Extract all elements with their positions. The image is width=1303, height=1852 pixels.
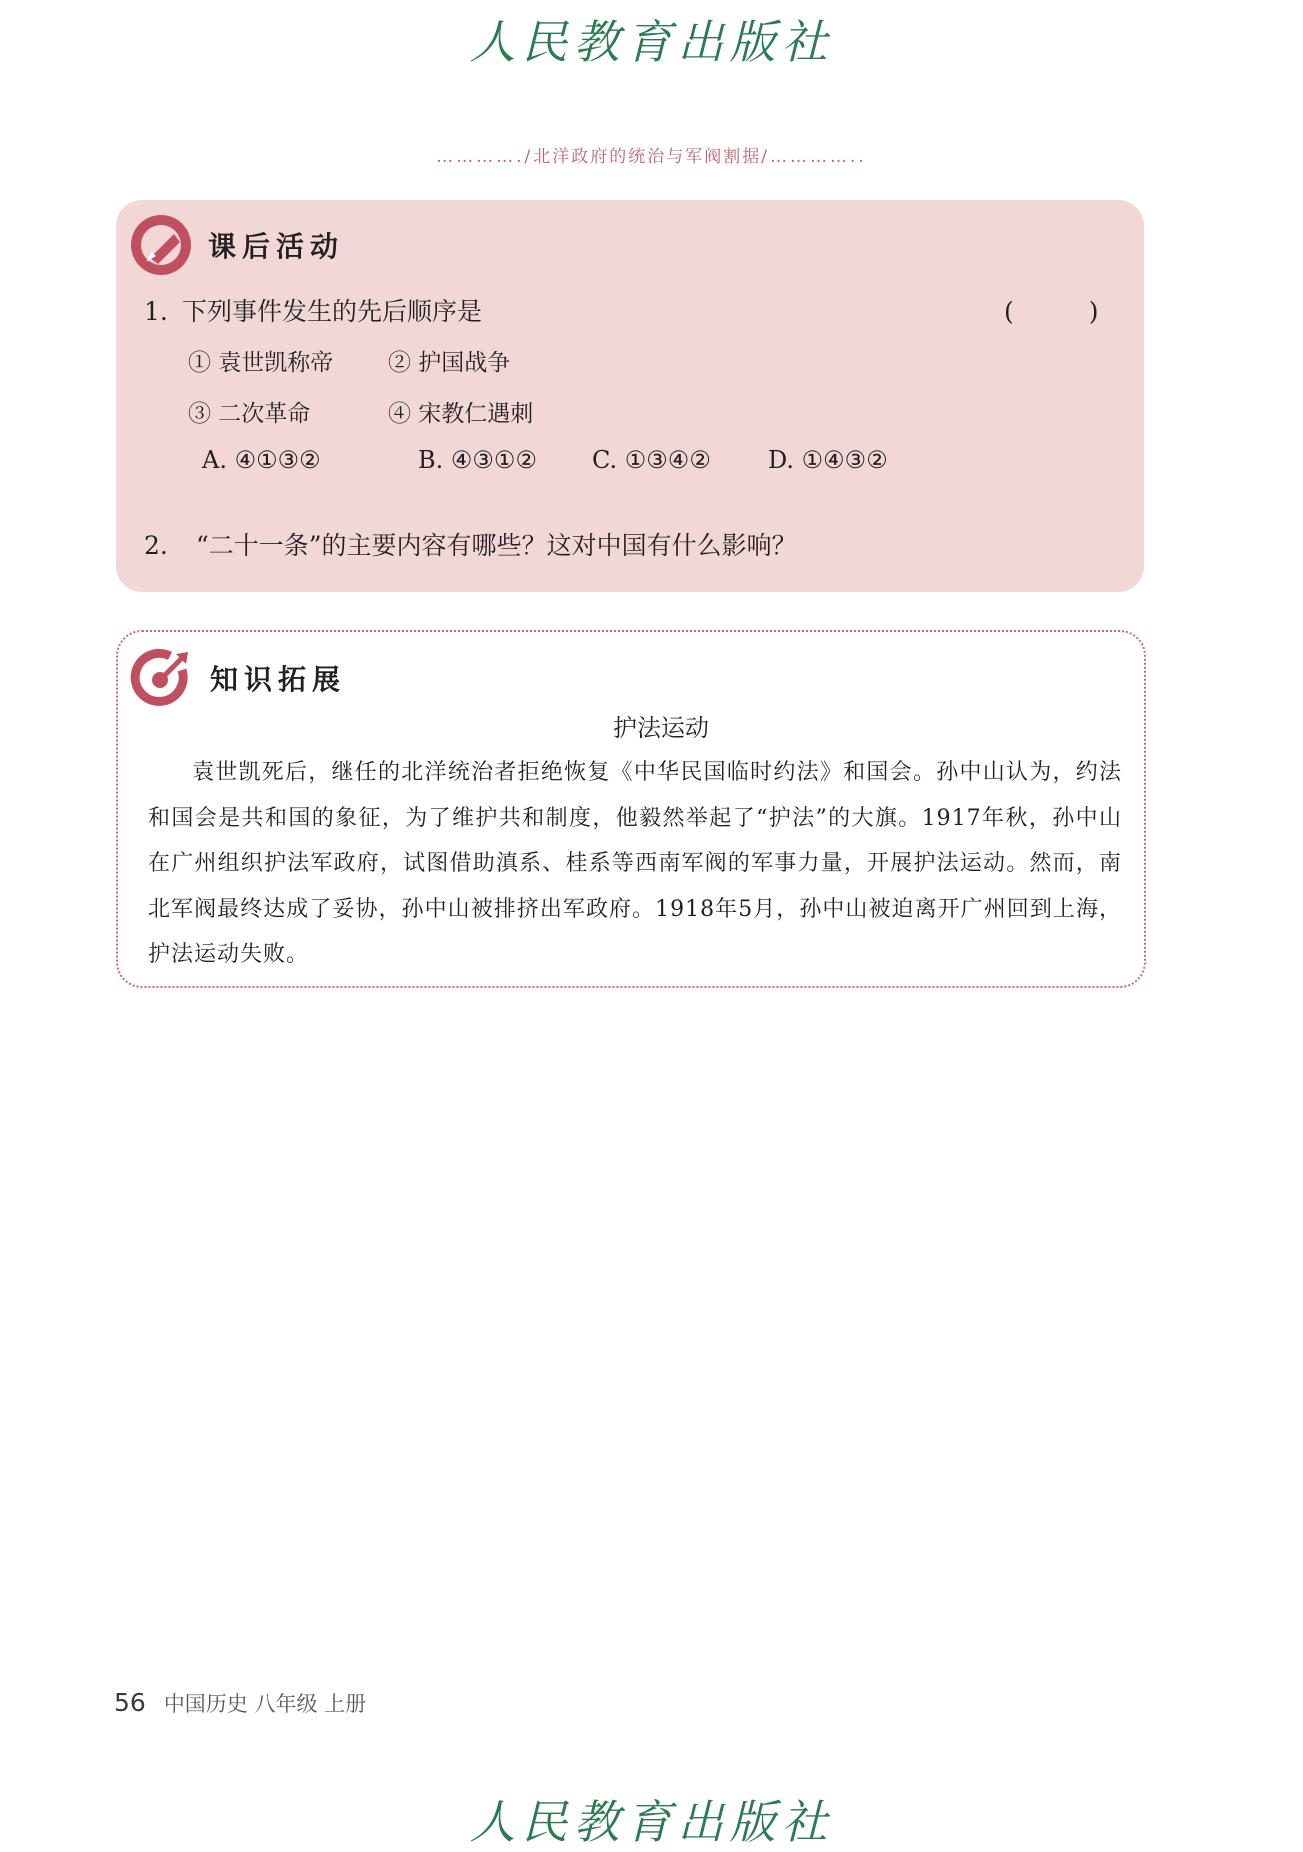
book-title: 中国历史 八年级 上册 [163,1692,367,1716]
question-2 [144,526,797,562]
activity-section-title: 课后活动 [208,230,345,263]
pen-nib-icon [128,212,194,278]
event-item: ④ 宋教仁遇刺 [388,401,534,427]
header-dots-left: …………./ [436,147,534,167]
event-row-2 [188,395,533,428]
article-title: 护法运动 [613,714,709,742]
chapter-title: 北洋政府的统治与军阀割据 [533,147,762,167]
header-dots-right: /………….. [761,147,867,167]
publisher-logo-bottom: 人民教育出版社 [469,1795,834,1849]
publisher-logo-top: 人民教育出版社 [469,15,834,69]
choice-d: D. ①④③② [768,446,888,474]
article-body [148,750,1122,978]
choice-c: C. ①③④② [592,446,711,474]
target-arrow-icon [128,646,194,712]
choice-b: B. ④③①② [418,446,537,474]
event-item: ③ 二次革命 [188,401,311,427]
page-number: 56 [114,1688,146,1717]
event-item: ① 袁世凯称帝 [188,350,334,376]
question-1-number: 1. [144,297,168,326]
page-footer [114,1688,366,1718]
question-2-text: “二十一条”的主要内容有哪些？这对中国有什么影响？ [196,531,797,560]
choice-a: A. ④①③② [202,446,321,474]
event-row-1 [188,344,510,377]
knowledge-section-title: 知识拓展 [210,663,347,696]
question-1 [144,292,482,328]
running-header [0,142,1303,167]
event-item: ② 护国战争 [388,350,511,376]
question-1-text: 下列事件发生的先后顺序是 [182,297,483,326]
after-class-activity-box [116,200,1144,592]
article-paragraph: 袁世凯死后，继任的北洋统治者拒绝恢复《中华民国临时约法》和国会。孙中山认为，约法和国会是共和国的象征，为了维护共和制度，他毅然举起了“护法”的大旗。1917年秋，孙中山在广州组织护法军政府，试图借助滇系、桂系等西南军阀的军事力量，开展护法运动。然而，南北军阀最终达成了妥协，孙中山被排挤出军政府。1918年5月，孙中山被迫离开广州回到上海，护法运动失败。 [148,760,1122,967]
answer-blank: ( ) [1004,297,1099,326]
question-2-number: 2. [144,531,168,560]
knowledge-extension-box [116,630,1146,988]
